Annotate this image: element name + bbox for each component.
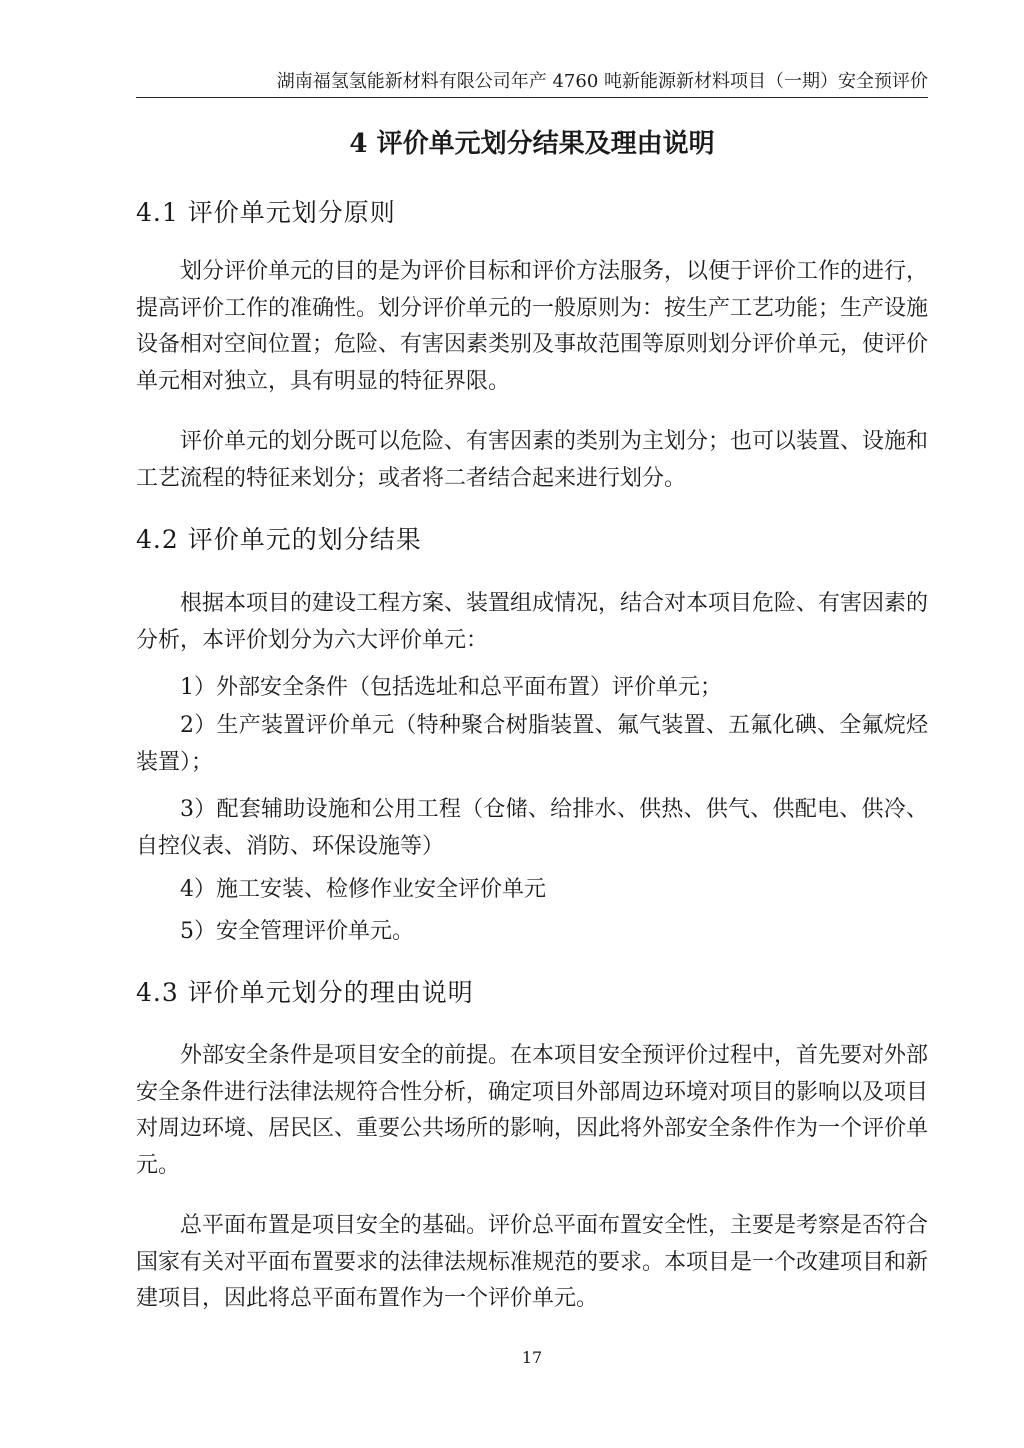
page-number: 17: [521, 1348, 543, 1367]
list-item-4: 4）施工安装、检修作业安全评价单元: [180, 877, 546, 902]
running-header-title: 湖南福氢氢能新材料有限公司年产 4760 吨新能源新材料项目（一期）安全预评价: [276, 71, 928, 92]
chapter-title: 4 评价单元划分结果及理由说明: [349, 129, 715, 159]
list-item-2: 2）生产装置评价单元（特种聚合树脂装置、氟气装置、五氟化碘、全氟烷烃装置）；: [136, 713, 928, 775]
running-header: [136, 70, 928, 98]
list-item-3: 3）配套辅助设施和公用工程（仓储、给排水、供热、供气、供配电、供冷、自控仪表、消防、环保设施等）: [136, 797, 928, 859]
list-item-5: 5）安全管理评价单元。: [180, 919, 414, 944]
paragraph-4-3-2: 总平面布置是项目安全的基础。评价总平面布置安全性，主要是考察是否符合国家有关对平面布置要求的法律法规标准规范的要求。本项目是一个改建项目和新建项目，因此将总平面布置作为一个评价单元。: [136, 1213, 929, 1312]
paragraph-4-1-1: 划分评价单元的目的是为评价目标和评价方法服务，以便于评价工作的进行，提高评价工作的准确性。划分评价单元的一般原则为：按生产工艺功能；生产设施设备相对空间位置；危险、有害因素类别及事故范围等原则划分评价单元，使评价单元相对独立，具有明显的特征界限。: [136, 259, 929, 394]
list-item-1: 1）外部安全条件（包括选址和总平面布置）评价单元；: [180, 675, 722, 700]
paragraph-4-3-1: 外部安全条件是项目安全的前提。在本项目安全预评价过程中，首先要对外部安全条件进行法律法规符合性分析，确定项目外部周边环境对项目的影响以及项目对周边环境、居民区、重要公共场所的影响，因此将外部安全条件作为一个评价单元。: [136, 1043, 929, 1178]
paragraph-4-2-intro: 根据本项目的建设工程方案、装置组成情况，结合对本项目危险、有害因素的分析，本评价划分为六大评价单元：: [136, 591, 929, 653]
section-heading-4-1: 4.1 评价单元划分原则: [136, 198, 396, 227]
paragraph-4-1-2: 评价单元的划分既可以危险、有害因素的类别为主划分；也可以装置、设施和工艺流程的特征来划分；或者将二者结合起来进行划分。: [136, 429, 929, 491]
section-heading-4-3: 4.3 评价单元划分的理由说明: [136, 978, 474, 1007]
section-heading-4-2: 4.2 评价单元的划分结果: [136, 525, 422, 554]
